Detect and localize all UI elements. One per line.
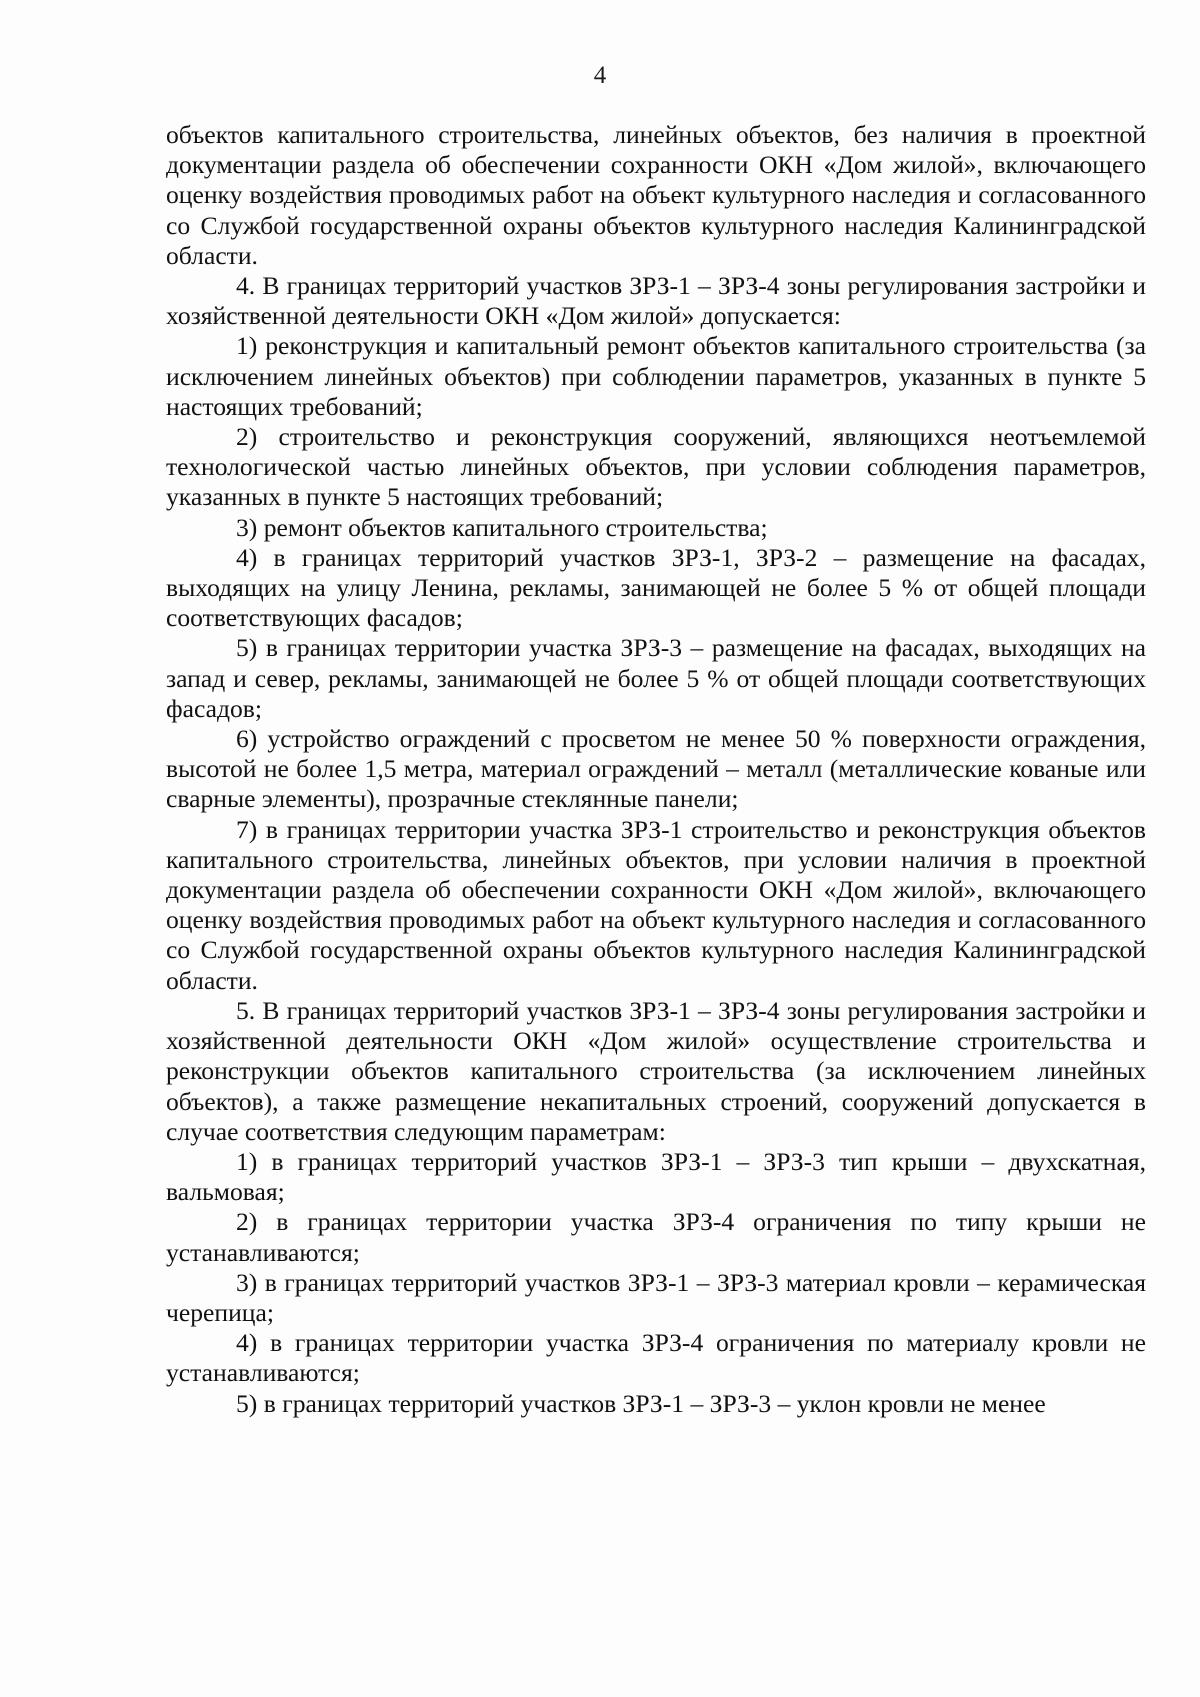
document-body <box>166 120 1146 1419</box>
paragraph-subitem-4-3: 3) ремонт объектов капитального строительства; <box>236 512 768 542</box>
paragraph-subitem-4-7: 7) в границах территории участка ЗРЗ-1 строительство и реконструкция объектов капитального строительства, линейных объектов, при условии наличия в проектной документации раздела об обеспечении сохранности ОКН «Дом жилой», включающего оценку воздействия проводимых работ на объект культурного наследия и согласованного со Службой государственной охраны объектов культурного наследия Калининградской области. <box>166 814 1146 995</box>
paragraph-item-4: 4. В границах территорий участков ЗРЗ-1 – ЗРЗ-4 зоны регулирования застройки и хозяйственной деятельности ОКН «Дом жилой» допускается: <box>166 271 1146 331</box>
paragraph-item-5: 5. В границах территорий участков ЗРЗ-1 – ЗРЗ-4 зоны регулирования застройки и хозяйственной деятельности ОКН «Дом жилой» осуществление строительства и реконструкции объектов капитального строительства (за исключением линейных объектов), а также размещение некапитальных строений, сооружений допускается в случае соответствия следующим параметрам: <box>166 995 1146 1146</box>
paragraph-subitem-5-3: 3) в границах территорий участков ЗРЗ-1 – ЗРЗ-3 материал кровли – керамическая черепица; <box>166 1267 1146 1327</box>
paragraph-subitem-4-4: 4) в границах территорий участков ЗРЗ-1, ЗРЗ-2 – размещение на фасадах, выходящих на улицу Ленина, рекламы, занимающей не более 5 % от общей площади соответствующих фасадов; <box>166 542 1146 633</box>
paragraph-subitem-5-4: 4) в границах территории участка ЗРЗ-4 ограничения по материалу кровли не устанавливаются; <box>166 1328 1146 1388</box>
paragraph-continuation: объектов капитального строительства, линейных объектов, без наличия в проектной документации раздела об обеспечении сохранности ОКН «Дом жилой», включающего оценку воздействия проводимых работ на объект культурного наследия и согласованного со Службой государственной охраны объектов культурного наследия Калининградской области. <box>166 120 1146 270</box>
paragraph-subitem-4-2: 2) строительство и реконструкция сооружений, являющихся неотъемлемой технологической частью линейных объектов, при условии соблюдения параметров, указанных в пункте 5 настоящих требований; <box>166 422 1146 512</box>
paragraph-subitem-5-1: 1) в границах территорий участков ЗРЗ-1 – ЗРЗ-3 тип крыши – двухскатная, вальмовая; <box>166 1146 1146 1207</box>
page-number: 4 <box>593 62 607 89</box>
paragraph-subitem-4-6: 6) устройство ограждений с просветом не менее 50 % поверхности ограждения, высотой не более 1,5 метра, материал ограждений – металл (металлические кованые или сварные элементы), прозрачные стеклянные панели; <box>166 724 1146 814</box>
paragraph-subitem-4-5: 5) в границах территории участка ЗРЗ-3 – размещение на фасадах, выходящих на запад и север, рекламы, занимающей не более 5 % от общей площади соответствующих фасадов; <box>166 633 1146 723</box>
paragraph-subitem-5-5: 5) в границах территорий участков ЗРЗ-1 – ЗРЗ-3 – уклон кровли не менее <box>236 1388 1046 1418</box>
paragraph-subitem-4-1: 1) реконструкция и капитальный ремонт объектов капитального строительства (за исключением линейных объектов) при соблюдении параметров, указанных в пункте 5 настоящих требований; <box>166 331 1146 421</box>
paragraph-subitem-5-2: 2) в границах территории участка ЗРЗ-4 ограничения по типу крыши не устанавливаются; <box>166 1207 1146 1267</box>
